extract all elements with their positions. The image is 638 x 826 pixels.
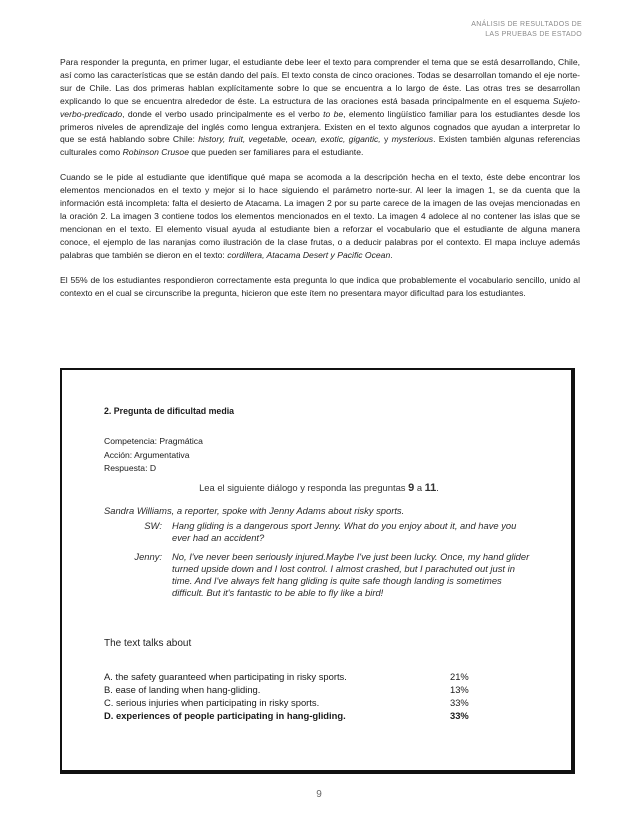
instruction-n2: 11 bbox=[424, 482, 437, 494]
option-percent: 33% bbox=[450, 710, 469, 721]
option-text: D. experiences of people participating in hang-gliding. bbox=[104, 710, 346, 721]
paragraph-1 bbox=[60, 56, 580, 159]
instruction-post: . bbox=[436, 482, 439, 493]
p1-text-b: , donde el verbo usado principalmente es el verbo bbox=[122, 108, 324, 119]
dialogue-intro: Sandra Williams, a reporter, spoke with Jenny Adams about risky sports. bbox=[104, 505, 405, 516]
dialogue-line bbox=[104, 520, 534, 544]
answer-options bbox=[104, 670, 484, 722]
page-number: 9 bbox=[316, 789, 322, 800]
paragraph-2 bbox=[60, 171, 580, 261]
running-head-line-2: LAS PRUEBAS DE ESTADO bbox=[485, 31, 582, 38]
question-box bbox=[60, 368, 575, 774]
question-meta bbox=[104, 435, 524, 476]
p1-em-b: to be bbox=[323, 108, 344, 119]
p2-text-b: . bbox=[390, 249, 393, 260]
question-header bbox=[104, 406, 524, 476]
p1-em-e: Robinson Crusoe bbox=[122, 147, 189, 158]
instruction-mid: a bbox=[414, 482, 425, 493]
speaker-label: SW: bbox=[144, 520, 162, 531]
option-percent: 13% bbox=[450, 684, 469, 695]
dialogue-line bbox=[104, 551, 534, 599]
speech-text: Hang gliding is a dangerous sport Jenny. What do you enjoy about it, and have you ever had an accident? bbox=[172, 520, 517, 543]
option-text: C. serious injuries when participating in risky sports. bbox=[104, 697, 320, 708]
instruction bbox=[104, 482, 534, 494]
p1-text-c: , elemento lingüístico familiar para los estudiantes desde los primeros niveles de aprendizaje del inglés como lengua extranjera. Existen en el texto algunos cognados que ayudan a interpretar lo que se está hablando sobre Chile: bbox=[60, 108, 580, 145]
p1-text-d: y bbox=[380, 134, 392, 145]
running-head bbox=[471, 20, 582, 40]
running-head-line-1: ANÁLISIS DE RESULTADOS DE bbox=[471, 21, 582, 28]
paragraph-3: El 55% de los estudiantes respondieron correctamente esta pregunta lo que indica que probablemente el vocabulario sencillo, unido al contexto en el cual se circunscribe la pregunta, hicieron que este ítem no presentara mayor dificultad para los estudiantes. bbox=[60, 274, 580, 298]
question-stem: The text talks about bbox=[104, 638, 192, 649]
p2-em-a: cordillera, Atacama Desert y Pacific Ocean bbox=[227, 249, 391, 260]
accion: Acción: Argumentativa bbox=[104, 449, 190, 460]
option-d bbox=[104, 709, 484, 722]
instruction-pre: Lea el siguiente diálogo y responda las preguntas bbox=[199, 482, 409, 493]
option-c bbox=[104, 696, 484, 709]
body-text bbox=[60, 56, 580, 311]
dialogue-excerpt bbox=[104, 482, 534, 606]
speech-text: No, I've never been seriously injured.Maybe I've just been lucky. Once, my hand glider turned upside down and I lost control. I almost crashed, but I parachuted out just in time. And I've always felt hang gliding is quite safe though landing is sometimes difficult. But it's fantastic to be able to fly like a bird! bbox=[172, 551, 530, 598]
option-text: A. the safety guaranteed when participating in risky sports. bbox=[104, 671, 347, 682]
option-a bbox=[104, 670, 484, 683]
p1-text-e: . Existen también algunas referencias culturales como bbox=[60, 134, 580, 158]
option-percent: 33% bbox=[450, 697, 469, 708]
speaker-label: Jenny: bbox=[134, 551, 162, 562]
p1-em-c: history, fruit, vegetable, ocean, exotic, gigantic, bbox=[198, 134, 381, 145]
p1-text-a: Para responder la pregunta, en primer lugar, el estudiante debe leer el texto para comprender el tema que se está desarrollando, Chile, así como las características que se están dando del país. El texto consta de cinco oraciones. Todas se desarrollan tomando el eje norte-sur de Chile. Las dos primeras hablan explícitamente sobre lo que se encuentra a lo largo de éste. Las otras tres se desarrollan explicando lo que se encuentra alrededor de éste. La estructura de las oraciones está basada principalmente en el esquema bbox=[60, 57, 580, 106]
respuesta: Respuesta: D bbox=[104, 463, 157, 474]
p1-text-f: que pueden ser familiares para el estudiante. bbox=[188, 147, 364, 158]
p2-text-a: Cuando se le pide al estudiante que identifique qué mapa se acomoda a la descripción hecha en el texto, éste debe encontrar los elementos mencionados en el texto y mejor si lo hace siguiendo el parámetro norte-sur. Al leer la imagen 1, se da cuenta que la información está incompleta: falta el desierto de Atacama. La imagen 2 por su parte carece de la imagen de las ovejas mencionadas en la oración 2. La imagen 3 contiene todos los elementos mencionados en el texto. La imagen 4 adolece al no contener las islas que se mencionan en el texto. El elemento visual ayuda al estudiante bien a reforzar el vocabulario que el estudiante de alguna manera conoce, el ejemplo de las naranjas como ilustración de la clase frutas, o a deducir palabras por el contexto. El mapa incluye además palabras que también se dieron en el texto: bbox=[60, 172, 580, 260]
instruction-n1: 9 bbox=[408, 482, 415, 494]
question-title: 2. Pregunta de dificultad media bbox=[104, 406, 235, 416]
option-percent: 21% bbox=[450, 671, 469, 682]
option-b bbox=[104, 683, 484, 696]
competencia: Competencia: Pragmática bbox=[104, 436, 203, 446]
option-text: B. ease of landing when hang-gliding. bbox=[104, 684, 261, 695]
p1-em-a: Sujeto-verbo-predicado bbox=[60, 95, 580, 119]
p1-em-d: mysterious bbox=[391, 134, 434, 145]
